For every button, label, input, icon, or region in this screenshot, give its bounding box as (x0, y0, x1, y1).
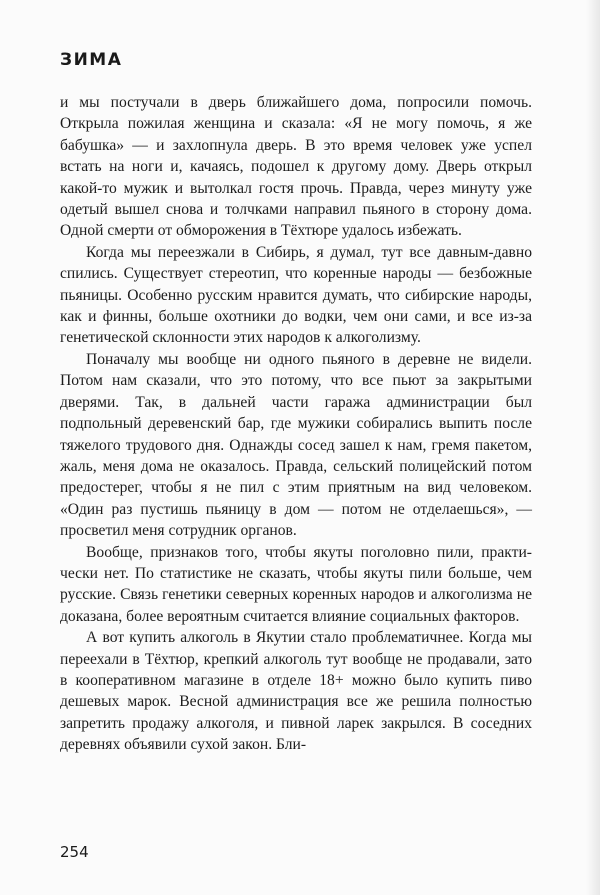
paragraph-5: А вот купить алкоголь в Якутии стало проблематичнее. Когда мы переехали в Тёхтюр, крепкий алкоголь тут вообще не продавали, зато в кооперативном магазине в отделе 18+ можно было купить пиво дешевых марок. Весной администрация все же решила полностью запретить продажу алкоголя, и пивной ларек закрылся. В соседних деревнях объявили сухой закон. Бли- (60, 629, 532, 754)
page-edge-shadow (586, 0, 600, 895)
body-text (60, 92, 532, 756)
paragraph-2: Когда мы переезжали в Сибирь, я думал, тут все давным-давно спились. Существует стереотип, что коренные народы — безбожные пьяницы. Особенно русским нравится думать, что сибирские народы, как и финны, больше охотники до водки, чем они сами, и все из-за генетической склонности этих народов к алкоголизму. (60, 243, 532, 347)
page-number: 254 (60, 843, 89, 861)
paragraph-1: и мы постучали в дверь ближайшего дома, попросили помочь. Открыла пожилая женщина и сказала: «Я не могу помочь, я же бабушка» — и захлопнула дверь. В это время человек уже успел встать на ноги и, качаясь, подошел к другому дому. Дверь открыл какой-то мужик и вытолкал гостя прочь. Правда, через минуту уже одетый вышел снова и толчками направил пьяного в сторону дома. Одной смерти от обморожения в Тёхтюре удалось избежать. (60, 94, 532, 240)
paragraph-3: Поначалу мы вообще ни одного пьяного в деревне не видели. Потом нам сказали, что это потому, что все пьют за закрытыми дверями. Так, в дальней части гаража администрации был подпольный деревенский бар, где мужики собирались выпить после тяжелого трудового дня. Однажды сосед зашел к нам, гремя пакетом, жаль, меня дома не оказалось. Правда, сельский полицейский потом предостерег, чтобы я не пил с этим приятным на вид человеком. «Один раз пустишь пьяницу в дом — потом не отделаешься», — просветил меня сотрудник органов. (60, 350, 532, 540)
paragraph-4: Вообще, признаков того, чтобы якуты поголовно пили, практически нет. По статистике не сказать, чтобы якуты пили больше, чем русские. Связь генетики северных коренных народов и алкоголизма не доказана, более вероятным считается влияние социальных факторов. (60, 543, 532, 625)
running-head: ЗИМА (60, 50, 123, 70)
